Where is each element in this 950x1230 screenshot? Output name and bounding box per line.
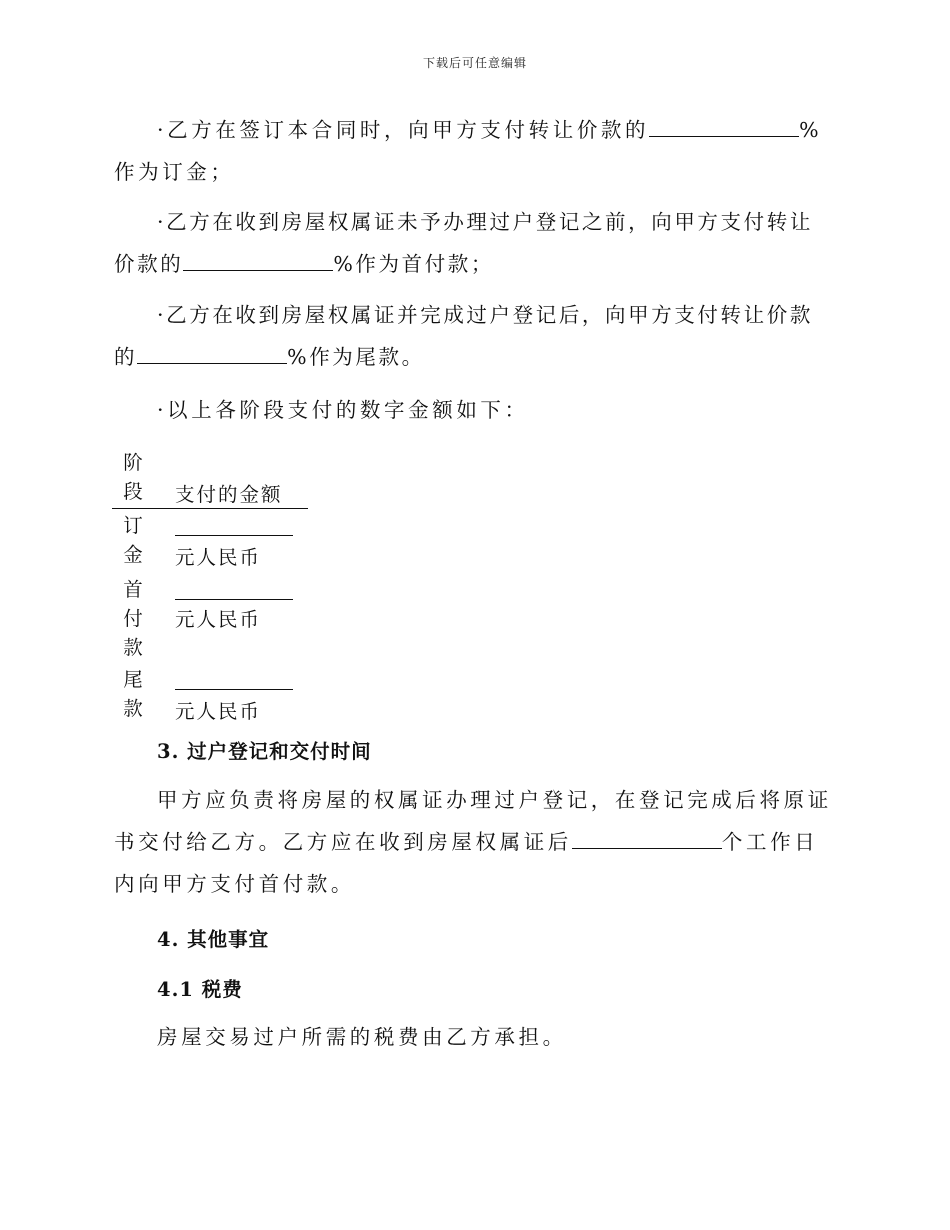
- table-header-stage-char: 段: [123, 480, 145, 503]
- first-payment-percent-blank[interactable]: [183, 252, 333, 271]
- payment-table: [112, 448, 308, 727]
- table-stage-cell: [122, 511, 146, 569]
- amount-blank[interactable]: [175, 579, 293, 600]
- first-payment-text-after: %作为首付款；: [333, 252, 494, 276]
- stage-char: 付: [123, 607, 145, 630]
- deposit-percent-blank[interactable]: [649, 118, 799, 137]
- workdays-blank[interactable]: [572, 830, 722, 849]
- table-header-stage: [122, 448, 146, 506]
- amount-blank[interactable]: [175, 669, 293, 690]
- section-3-paragraph: [114, 779, 834, 905]
- tax-paragraph: 房屋交易过户所需的税费由乙方承担。: [157, 1025, 567, 1049]
- first-payment-paragraph: [114, 201, 834, 285]
- table-header-amount: 支付的金额: [175, 483, 283, 506]
- table-row: [112, 573, 308, 665]
- amount-unit: 元人民币: [175, 608, 262, 631]
- table-header-stage-char: 阶: [123, 451, 145, 474]
- stage-char: 款: [123, 636, 145, 659]
- section-4-heading: 4. 其他事宜: [157, 928, 270, 951]
- final-payment-percent-blank[interactable]: [137, 345, 287, 364]
- first-payment-text-before: ·乙方在收到房屋权属证未予办理过户登记之前，向甲方支付转让价款的: [114, 210, 813, 276]
- summary-intro: ·以上各阶段支付的数字金额如下：: [157, 398, 529, 422]
- amount-unit: 元人民币: [175, 546, 262, 569]
- final-payment-paragraph: [114, 294, 834, 378]
- table-row: [112, 509, 308, 573]
- table-row: [112, 665, 308, 727]
- stage-char: 金: [123, 543, 145, 566]
- stage-char: 尾: [123, 668, 145, 691]
- stage-char: 款: [123, 697, 145, 720]
- stage-char: 首: [123, 578, 145, 601]
- section-4-1-heading: 4.1 税费: [157, 978, 243, 1001]
- deposit-text-after: %作为订金；: [114, 118, 823, 184]
- final-payment-text-before: ·乙方在收到房屋权属证并完成过户登记后，向甲方支付转让价款的: [114, 303, 813, 369]
- section-3-heading: 3. 过户登记和交付时间: [157, 740, 372, 763]
- table-header: [112, 448, 308, 509]
- section-3-text-before: 甲方应负责将房屋的权属证办理过户登记，在登记完成后将原证书交付给乙方。乙方应在收到房屋权属证后: [114, 788, 832, 854]
- section-3-text-after: 个工作日内向甲方支付首付款。: [114, 830, 819, 896]
- deposit-text-before: ·乙方在签订本合同时，向甲方支付转让价款的: [157, 118, 650, 142]
- deposit-paragraph: [114, 109, 834, 193]
- table-stage-cell: [122, 665, 146, 723]
- final-payment-text-after: %作为尾款。: [287, 345, 425, 369]
- header-note: 下载后可任意编辑: [422, 56, 527, 70]
- amount-blank[interactable]: [175, 515, 293, 536]
- stage-char: 订: [123, 514, 145, 537]
- amount-unit: 元人民币: [175, 700, 262, 723]
- table-stage-cell: [122, 575, 146, 662]
